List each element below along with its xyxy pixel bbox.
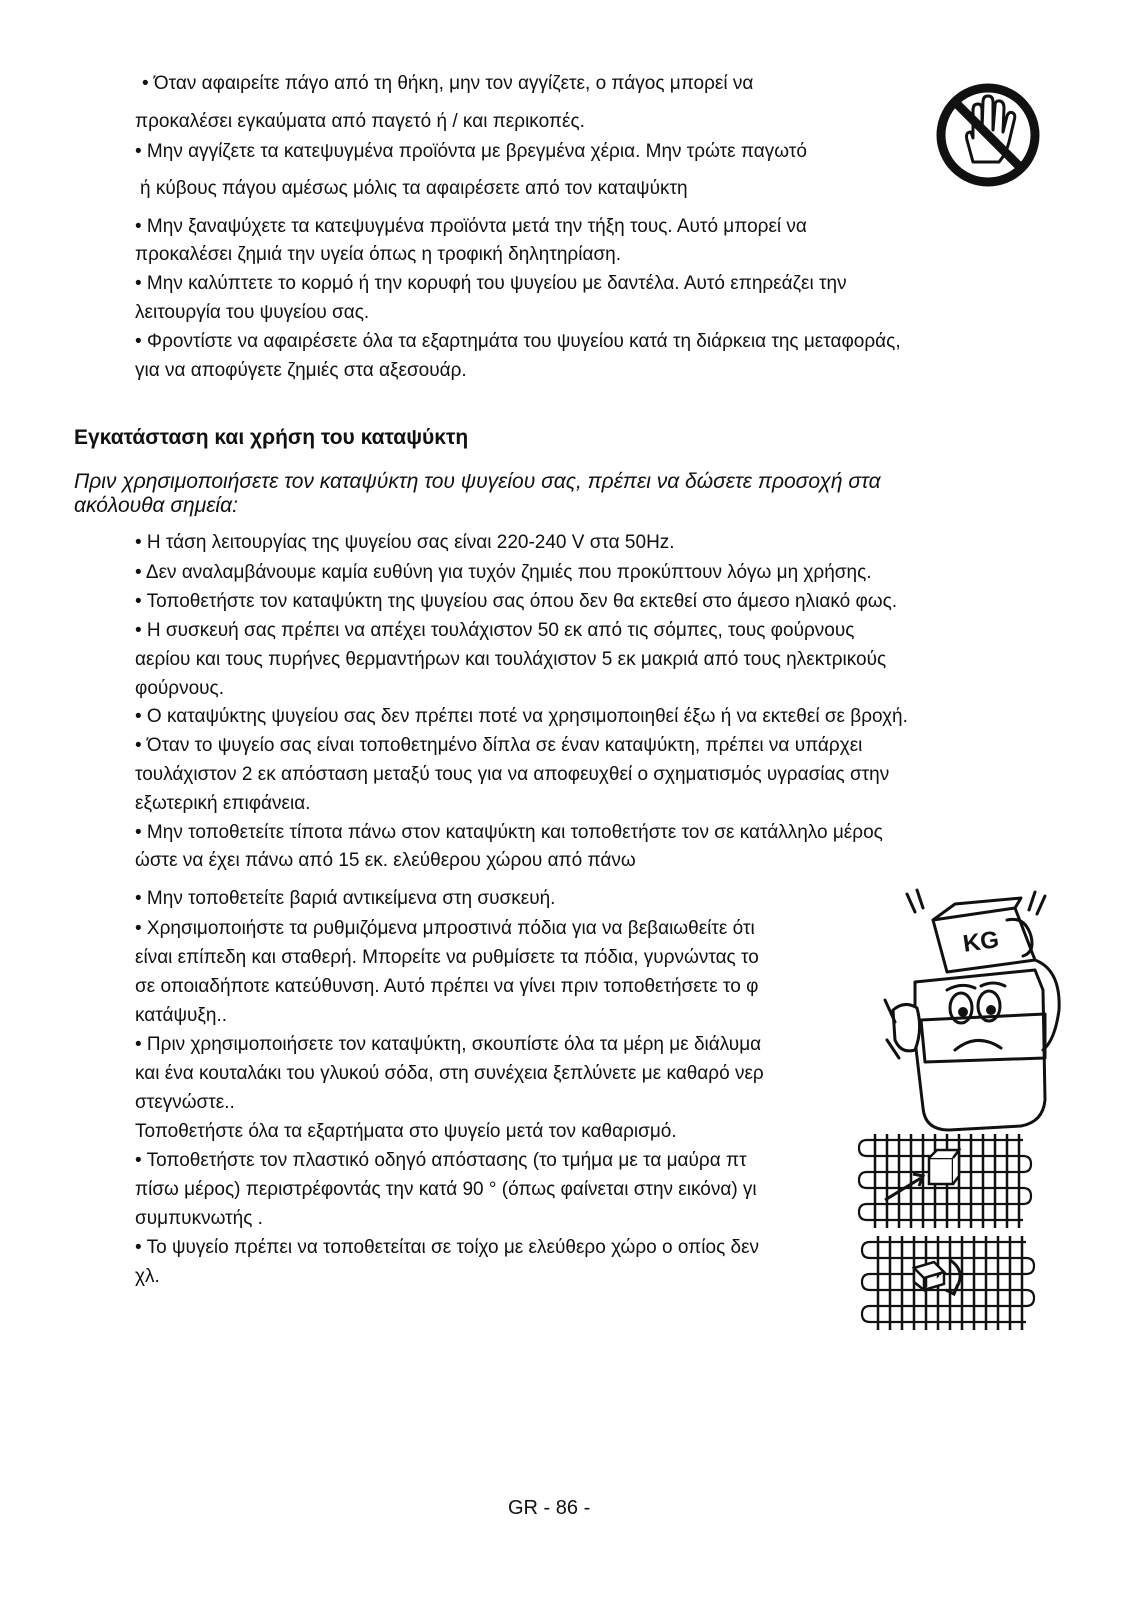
text-line: • Ο καταψύκτης ψυγείου σας δεν πρέπει ποτέ να χρησιμοποιηθεί έξω ή να εκτεθεί σε βροχή. (135, 706, 908, 727)
text-line: Τοποθετήστε όλα τα εξαρτήματα στο ψυγείο μετά τον καθαρισμό. (135, 1121, 677, 1142)
text-line: συμπυκνωτής . (135, 1208, 263, 1229)
page-number: GR - 86 - (508, 1497, 591, 1519)
text-line: • Πριν χρησιμοποιήσετε τον καταψύκτη, σκουπίστε όλα τα μέρη με διάλυμα (135, 1034, 762, 1055)
section-intro-line: Πριν χρησιμοποιήσετε τον καταψύκτη του ψυγείου σας, πρέπει να δώσετε προσοχή στα (74, 470, 881, 493)
text-line: • Όταν αφαιρείτε πάγο από τη θήκη, μην τον αγγίζετε, ο πάγος μπορεί να (142, 73, 754, 94)
text-line: αερίου και τους πυρήνες θερμαντήρων και τουλάχιστον 5 εκ μακριά από τους ηλεκτρικούς (135, 649, 887, 670)
text-line: εξωτερική επιφάνεια. (135, 793, 311, 814)
text-line: προκαλέσει ζημιά την υγεία όπως η τροφική δηλητηρίαση. (135, 244, 622, 265)
text-line: πίσω μέρος) περιστρέφοντάς την κατά 90 ° (όπως φαίνεται στην εικόνα) γι (135, 1179, 757, 1200)
section-intro-line: ακόλουθα σημεία: (74, 494, 238, 517)
condenser-spacer-illustration (855, 1130, 1035, 1240)
text-line: σε οποιαδήποτε κατεύθυνση. Αυτό πρέπει να γίνει πριν τοποθετήσετε το φ (135, 976, 759, 997)
condenser-spacer-rotated-illustration (858, 1232, 1038, 1342)
box-label: KG (961, 926, 1001, 958)
text-line: χλ. (135, 1266, 160, 1287)
text-line: • Μην καλύπτετε το κορμό ή την κορυφή του ψυγείου με δαντέλα. Αυτό επηρεάζει την (135, 273, 847, 294)
text-line: ή κύβους πάγου αμέσως μόλις τα αφαιρέσετε από τον καταψύκτη (140, 178, 688, 199)
text-line: • Φροντίστε να αφαιρέσετε όλα τα εξαρτημάτα του ψυγείου κατά τη διάρκεια της μεταφοράς, (135, 331, 901, 352)
text-line: • Δεν αναλαμβάνουμε καμία ευθύνη για τυχόν ζημιές που προκύπτουν λόγω μη χρήσης. (135, 562, 872, 583)
text-line: • Μην ξαναψύχετε τα κατεψυγμένα προϊόντα μετά την τήξη τους. Αυτό μπορεί να (135, 216, 807, 237)
text-line: • Χρησιμοποιήστε τα ρυθμιζόμενα μπροστινά πόδια για να βεβαιωθείτε ότι (135, 918, 755, 939)
no-touch-icon (933, 80, 1043, 190)
text-line: κατάψυξη.. (135, 1005, 228, 1026)
text-line: • Μην τοποθετείτε βαριά αντικείμενα στη συσκευή. (135, 888, 556, 909)
text-line: • Τοποθετήστε τον καταψύκτη της ψυγείου σας όπου δεν θα εκτεθεί στο άμεσο ηλιακό φως. (135, 591, 898, 612)
text-line: για να αποφύγετε ζημιές στα αξεσουάρ. (135, 360, 467, 381)
text-line: • Το ψυγείο πρέπει να τοποθετείται σε τοίχο με ελεύθερο χώρο ο οπίος δεν (135, 1237, 760, 1258)
text-line: • Η τάση λειτουργίας της ψυγείου σας είναι 220-240 V στα 50Hz. (135, 532, 675, 553)
text-line: • Μην τοποθετείτε τίποτα πάνω στον καταψύκτη και τοποθετήστε τον σε κατάλληλο μέρος (135, 822, 883, 843)
text-line: • Όταν το ψυγείο σας είναι τοποθετημένο δίπλα σε έναν καταψύκτη, πρέπει να υπάρχει (135, 735, 863, 756)
text-line: • Μην αγγίζετε τα κατεψυγμένα προϊόντα με βρεγμένα χέρια. Μην τρώτε παγωτό (135, 141, 807, 162)
text-line: στεγνώστε.. (135, 1092, 235, 1113)
text-line: είναι επίπεδη και σταθερή. Μπορείτε να ρυθμίσετε τα πόδια, γυρνώντας το (135, 947, 759, 968)
text-line: προκαλέσει εγκαύματα από παγετό ή / και περικοπές. (135, 111, 585, 132)
text-line: ώστε να έχει πάνω από 15 εκ. ελεύθερου χώρου από πάνω (135, 850, 636, 871)
text-line: • Τοποθετήστε τον πλαστικό οδηγό απόστασης (το τμήμα με τα μαύρα πτ (135, 1150, 747, 1171)
text-line: τουλάχιστον 2 εκ απόσταση μεταξύ τους για να αποφευχθεί ο σχηματισμός υγρασίας στην (135, 764, 890, 785)
text-line: λειτουργία του ψυγείου σας. (135, 302, 370, 323)
section-heading: Εγκατάσταση και χρήση του καταψύκτη (74, 426, 469, 449)
text-line: και ένα κουταλάκι του γλυκού σόδα, στη συνέχεια ξεπλύνετε με καθαρό νερ (135, 1063, 764, 1084)
text-line: φούρνους. (135, 678, 224, 699)
text-line: • Η συσκευή σας πρέπει να απέχει τουλάχιστον 50 εκ από τις σόμπες, τους φούρνους (135, 620, 855, 641)
overloaded-freezer-illustration (885, 890, 1095, 1140)
